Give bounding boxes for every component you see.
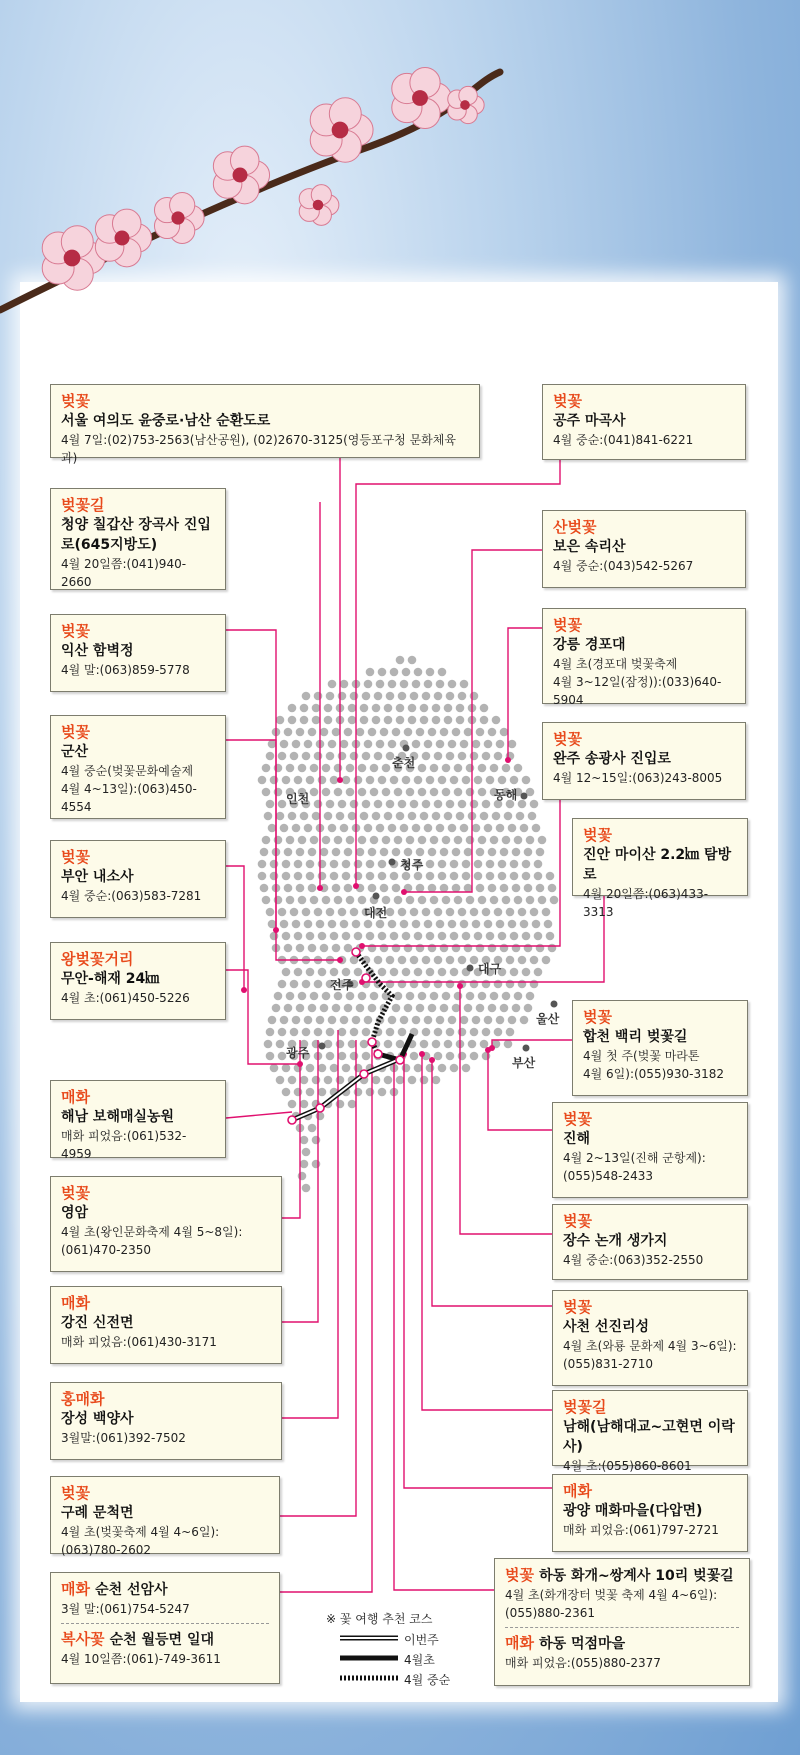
info-line: 4월 6일):(055)930-3182 [583,1067,725,1081]
flower-type: 매화 [61,1294,90,1312]
info-box-seoul [50,384,480,465]
flower-type: 매화 [61,1088,90,1106]
flower-type: 벚꽃 [61,848,90,866]
route-stop-marker [316,1104,324,1112]
place-name: 익산 함벽정 [61,643,134,659]
city-dot [551,1001,558,1008]
info-line: (055)880-2361 [505,1606,596,1620]
location-dot [337,957,343,963]
flower-type: 벚꽃 [553,730,582,748]
divider [61,1623,269,1624]
connector-line [404,1054,552,1488]
info-line: 4월 초(와룡 문화제 4월 3~6일): [563,1339,737,1353]
place-name: 하동 먹점마을 [539,1636,626,1652]
info-line: 4월 중순:(043)542-5267 [553,559,694,573]
info-box-gwangyang [552,1474,748,1552]
flower-type: 벚꽃 [61,1184,90,1202]
connector-line [394,1060,494,1590]
info-box-suncheon [50,1572,280,1684]
place-name: 강진 신전면 [61,1315,134,1331]
info-line: 매화 피었음:(061)430-3171 [61,1335,217,1349]
city-label-cheongju: 청주 [400,858,424,872]
info-box-jinan [572,818,748,919]
city-label-daegu: 대구 [478,962,502,976]
hadong-beotkkot [505,1565,739,1586]
blossom-icon [95,209,151,267]
place-name: 보은 속리산 [553,539,626,555]
flower-type: 벚꽃 [563,1110,592,1128]
city-label-incheon: 인천 [286,792,310,806]
hadong-maehwa [505,1633,739,1654]
route-stop-marker [288,1116,296,1124]
city-label-gwangju: 광주 [286,1046,310,1060]
info-line: 4월 초(벚꽃축제 4월 4~6일):(063)780-2602 [61,1525,220,1557]
info-box-iksan [50,614,226,692]
city-dot [319,1043,326,1050]
location-dot [337,777,343,783]
route-stop-marker [360,1070,368,1078]
route-stop-marker [352,948,360,956]
flower-type: 벚꽃 [563,1212,592,1230]
info-line: 4월 2~13일(진해 군항제): [563,1151,706,1165]
flower-type: 벚꽃 [61,622,90,640]
city-dot [373,893,380,900]
location-dot [317,885,323,891]
flower-type: 벚꽃 [61,723,90,741]
flower-type: 산벚꽃 [553,518,597,536]
place-name: 진해 [563,1131,591,1147]
info-line: 4월 초(왕인문화축제 4월 5~8일): [61,1225,243,1239]
info-box-gangneung [542,608,746,707]
place-name: 부안 내소사 [61,869,134,885]
flower-type: 벚꽃 [553,392,582,410]
flower-type: 벚꽃길 [61,496,105,514]
info-line: 4월 10일쯤:(061)-749-3611 [61,1652,221,1666]
place-name: 사천 선진리성 [563,1319,650,1335]
location-dot [457,983,463,989]
city-label-daejeon: 대전 [364,906,388,920]
place-name: 구례 문척면 [61,1505,134,1521]
place-name: 장성 백양사 [61,1411,134,1427]
place-name: 해남 보해매실농원 [61,1109,175,1125]
blossom-icon [392,67,452,128]
blossom-icon [154,193,204,244]
place-name: 합천 백리 벚꽃길 [583,1029,688,1045]
info-line: 4월 4~13일):(063)450-4554 [61,782,197,814]
city-dot [521,793,528,800]
legend-title: ※ 꽃 여행 추천 코스 [326,1612,433,1626]
info-line: (055)831-2710 [563,1357,654,1371]
info-box-cheongyang [50,488,226,590]
city-dot [523,1045,530,1052]
blossom-icon [310,98,373,162]
korea-dot-map [258,656,559,1193]
flower-type: 매화 [505,1634,534,1652]
info-line: 4월 중순:(063)583-7281 [61,889,202,903]
flower-type: 매화 [563,1482,592,1500]
flower-type: 벚꽃 [61,392,90,410]
city-dot [467,965,474,972]
info-line: 4월 첫 주(벚꽃 마라톤 [583,1049,700,1063]
connector-line [226,1112,292,1118]
plum-blossom-branch [0,67,500,310]
location-dot [401,889,407,895]
divider [505,1627,739,1628]
location-dot [419,1051,425,1057]
location-dot [505,757,511,763]
legend-item-mid-april: 4월 중순 [404,1673,451,1687]
info-line: 매화 피었음:(061)797-2721 [563,1523,719,1537]
city-label-busan: 부산 [512,1056,536,1070]
place-name: 진안 마이산 2.2㎞ 탐방로 [583,847,732,883]
route-stop-marker [368,1038,376,1046]
city-label-jeonju: 전주 [330,978,354,992]
connector-line [356,460,560,886]
place-name: 순천 월등면 일대 [109,1632,214,1648]
info-box-muan [50,942,226,1020]
info-box-wanju [542,722,746,800]
place-name: 서울 여의도 윤중로·남산 순환도로 [61,413,271,429]
info-box-gurye [50,1476,280,1557]
legend-item-this-week: 이번주 [404,1633,439,1647]
blossom-icon [448,86,484,123]
flower-type: 벚꽃 [583,1008,612,1026]
flower-type: 왕벚꽃거리 [61,950,134,968]
info-line: 3월말:(061)392-7502 [61,1431,186,1445]
legend-item-early-april: 4월초 [404,1653,435,1667]
location-dot [273,927,279,933]
route-early-april [378,1034,412,1060]
place-name: 영암 [61,1205,89,1221]
blossom-icon [299,185,339,226]
info-box-jangsu [552,1204,748,1280]
info-line: 4월 20일쯤:(063)433-3313 [583,887,709,919]
info-box-sacheon [552,1290,748,1386]
info-line: 4월 초(화개장터 벚꽃 축제 4월 4~6일): [505,1588,718,1602]
location-dot [353,883,359,889]
place-name: 군산 [61,744,89,760]
place-name: 완주 송광사 진입로 [553,751,671,767]
connector-line [422,1054,552,1410]
flower-type: 벚꽃 [563,1298,592,1316]
flower-type: 벚꽃 [505,1566,534,1584]
flower-type: 벚꽃 [583,826,612,844]
route-stop-marker [396,1056,404,1064]
info-box-yeongam [50,1176,282,1272]
info-line: 매화 피었음:(061)532-4959 [61,1129,187,1161]
info-line: 4월 초(경포대 벚꽃축제 [553,657,678,671]
connector-line [432,1060,552,1306]
info-box-gunsan [50,715,226,819]
location-dot [485,1047,491,1053]
info-line: 4월 20일쯤:(041)940-2660 [61,557,187,589]
info-line: 4월 초:(055)860-8601 [563,1459,692,1473]
place-name: 청양 칠갑산 장곡사 진입로(645지방도) [61,517,211,553]
info-box-gangjin [50,1286,282,1364]
flower-type: 벚꽃 [553,616,582,634]
info-box-buan [50,840,226,918]
place-name: 하동 화개~쌍계사 10리 벚꽃길 [539,1568,734,1584]
flower-type: 벚꽃길 [563,1398,607,1416]
place-name: 남해(남해대교~고현면 이락사) [563,1419,735,1455]
info-line: 4월 3~12일(잠정)):(033)640-5904 [553,675,722,707]
blossom-icon [42,226,105,290]
info-line: 4월 초:(061)450-5226 [61,991,190,1005]
route-stop-marker [374,1050,382,1058]
info-line: 4월 12~15일:(063)243-8005 [553,771,723,785]
info-line: 4월 말:(063)859-5778 [61,663,190,677]
city-label-donghae: 동해 [494,788,518,802]
city-label-ulsan: 울산 [536,1012,560,1026]
route-stop-marker [362,974,370,982]
info-box-hapcheon [572,1000,748,1096]
connector-line [226,866,244,990]
info-line: 4월 중순:(041)841-6221 [553,433,694,447]
info-box-jangseong [50,1382,282,1460]
place-name: 무안-해재 24㎞ [61,971,160,987]
info-box-namhae [552,1390,748,1473]
info-box-gongju [542,384,746,460]
place-name: 장수 논개 생가지 [563,1233,668,1249]
info-line: 4월 중순:(063)352-2550 [563,1253,704,1267]
info-line: 4월 중순(벚꽃문화예술제 [61,764,194,778]
info-box-jinhae [552,1102,748,1198]
info-box-hadong [494,1558,750,1686]
location-dot [429,1057,435,1063]
info-line: (055)548-2433 [563,1169,654,1183]
location-dot [241,987,247,993]
info-box-haenam [50,1080,226,1161]
place-name: 강릉 경포대 [553,637,626,653]
info-box-boeun [542,510,746,588]
info-line: 3월 말:(061)754-5247 [61,1602,190,1616]
location-dot [359,943,365,949]
place-name: 순천 선암사 [95,1582,168,1598]
place-name: 광양 매화마을(다압면) [563,1503,703,1519]
location-dot [297,1061,303,1067]
suncheon-maehwa [61,1579,269,1600]
flower-type: 홍매화 [61,1390,105,1408]
suncheon-boksakkot [61,1629,269,1650]
legend-swatches [340,1638,398,1678]
info-line: 4월 7일:(02)753-2563(남산공원), (02)2670-3125(영등포구청 문화체육과) [61,433,456,465]
city-dot [403,745,410,752]
flower-type: 벚꽃 [61,1484,90,1502]
connector-line [226,630,276,930]
blossom-icon [213,146,269,204]
info-line: (061)470-2350 [61,1243,152,1257]
city-dot [389,859,396,866]
place-name: 공주 마곡사 [553,413,626,429]
flower-type: 복사꽃 [61,1630,105,1648]
info-line: 매화 피었음:(055)880-2377 [505,1656,661,1670]
flower-type: 매화 [61,1580,90,1598]
city-label-chuncheon: 춘천 [392,756,416,770]
